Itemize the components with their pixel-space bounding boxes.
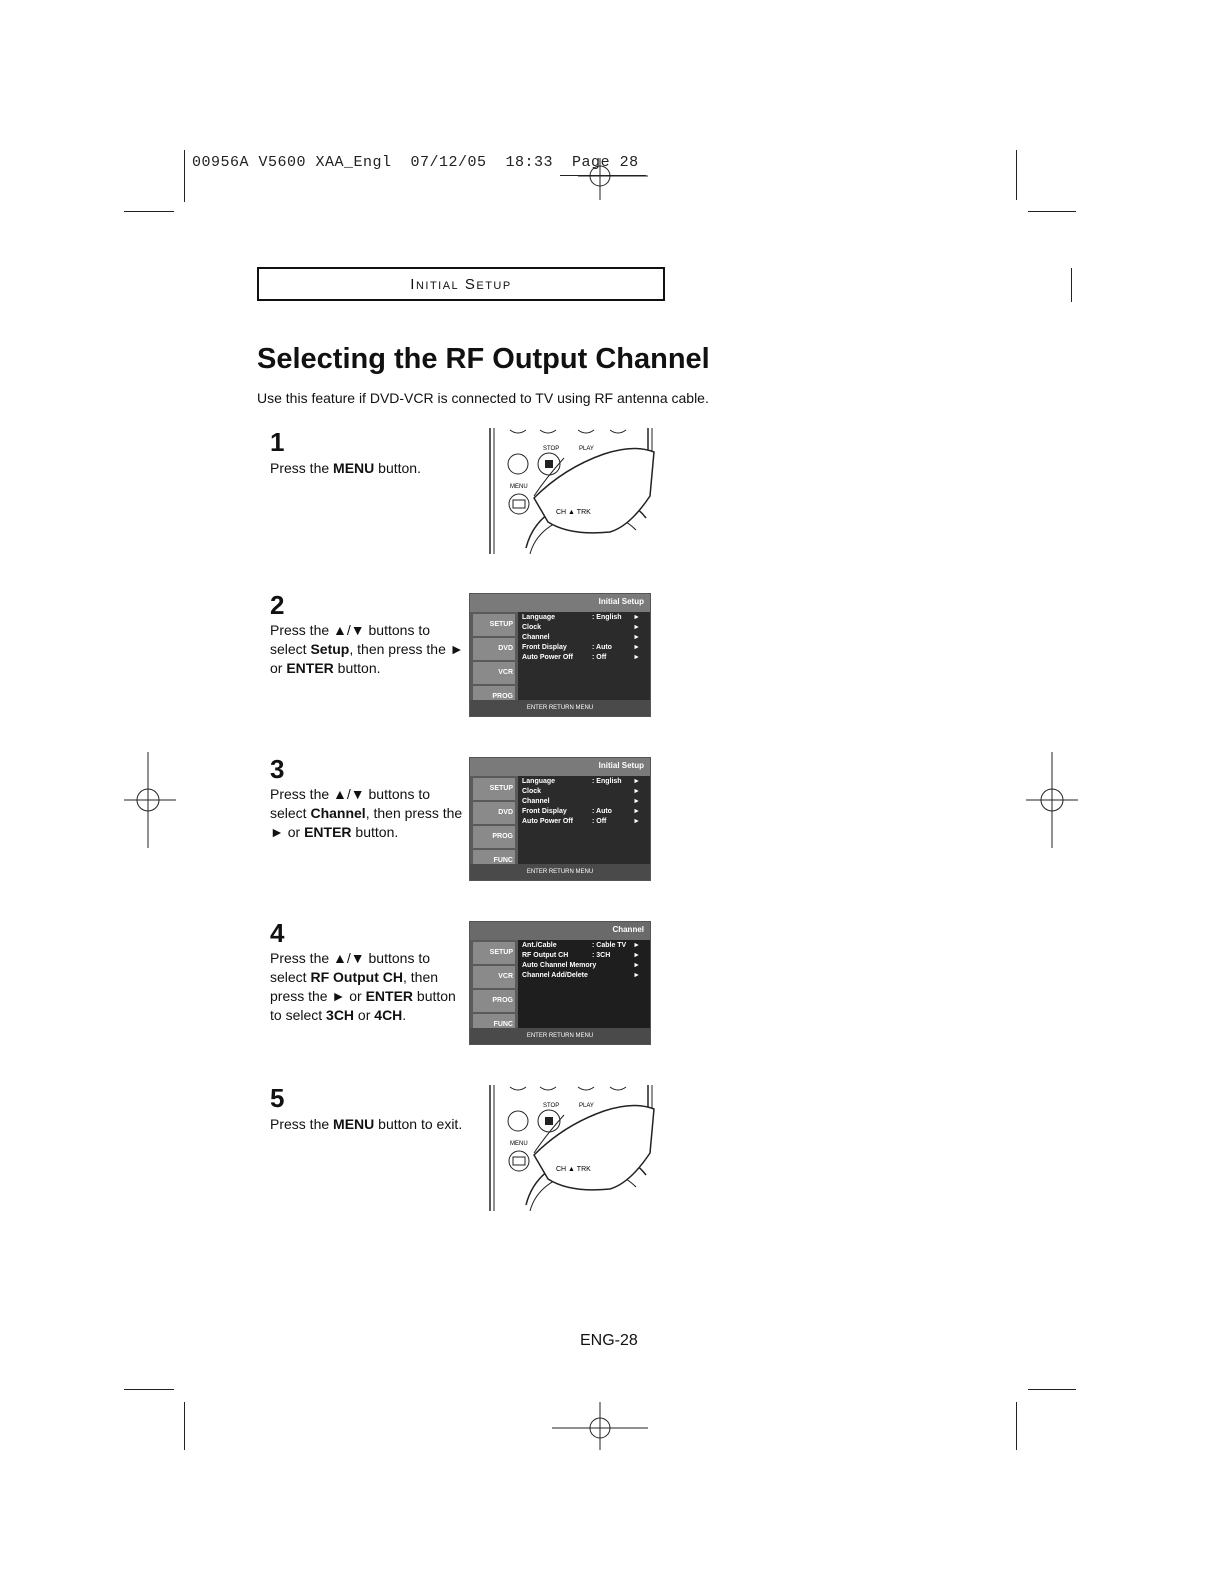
- osd-side-item: PROG: [473, 686, 515, 708]
- remote-illustration: [486, 1085, 656, 1211]
- arrow-right-icon: ►: [633, 798, 640, 805]
- osd-row: [522, 624, 646, 634]
- section-header-label: Initial Setup: [410, 276, 512, 293]
- menu-label: MENU: [510, 1141, 528, 1147]
- arrow-right-icon: ►: [633, 614, 640, 621]
- osd-channel: [469, 921, 651, 1045]
- osd-row-value: : Cable TV: [592, 942, 627, 949]
- osd-row: [522, 962, 646, 972]
- arrow-right-icon: ►: [633, 818, 640, 825]
- arrow-right-icon: ►: [633, 972, 640, 979]
- osd-title: Initial Setup: [598, 597, 644, 606]
- osd-side-item: DVD: [473, 638, 515, 660]
- step-text: Press the ▲/▼ buttons to select Channel, then press the ► or ENTER button.: [270, 786, 463, 840]
- crop-mark: [1016, 1402, 1017, 1450]
- osd-row: [522, 654, 646, 664]
- step-number: 5: [270, 1083, 285, 1113]
- intro-text: Use this feature if DVD-VCR is connected to TV using RF antenna cable.: [257, 390, 709, 406]
- registration-target-icon: [1026, 752, 1078, 848]
- osd-row: [522, 644, 646, 654]
- osd-row-label: Channel Add/Delete: [522, 972, 588, 979]
- osd-bottom-bar: ENTER RETURN MENU: [470, 1028, 650, 1044]
- osd-side-item: PROG: [473, 826, 515, 848]
- osd-initial-setup: [469, 757, 651, 881]
- crop-mark: [1071, 268, 1072, 302]
- osd-rows: [522, 778, 646, 828]
- arrow-right-icon: ►: [633, 788, 640, 795]
- osd-row: [522, 614, 646, 624]
- osd-row-value: : English: [592, 778, 622, 785]
- crop-mark: [124, 1389, 174, 1390]
- osd-rows: [522, 942, 646, 982]
- osd-row-value: : 3CH: [592, 952, 611, 959]
- osd-side-item: SETUP: [473, 614, 515, 636]
- osd-titlebar: [470, 594, 650, 612]
- osd-side-item: FUNC: [473, 1014, 515, 1036]
- ch-trk-label: CH ▲ TRK: [556, 509, 591, 516]
- osd-row-value: : Off: [592, 654, 607, 661]
- print-slug: 00956A V5600 XAA_Engl 07/12/05 18:33 Page 28: [192, 154, 639, 171]
- play-label: PLAY: [579, 446, 594, 452]
- page-number: ENG-28: [580, 1332, 638, 1349]
- osd-row-label: Language: [522, 778, 556, 785]
- crop-mark: [1028, 1389, 1076, 1390]
- osd-row: [522, 788, 646, 798]
- osd-row-label: Channel: [522, 634, 550, 641]
- step-number: 3: [270, 754, 285, 784]
- osd-row-label: Ant./Cable: [522, 942, 557, 949]
- arrow-right-icon: ►: [633, 634, 640, 641]
- remote-illustration: [486, 428, 656, 554]
- osd-row: [522, 818, 646, 828]
- section-header: [257, 267, 665, 301]
- osd-title: Initial Setup: [598, 761, 644, 770]
- osd-row: [522, 634, 646, 644]
- menu-label: MENU: [510, 484, 528, 490]
- arrow-right-icon: ►: [633, 952, 640, 959]
- crop-mark: [124, 211, 174, 212]
- step-number: 4: [270, 918, 285, 948]
- osd-row: [522, 972, 646, 982]
- arrow-right-icon: ►: [633, 942, 640, 949]
- osd-titlebar: [470, 758, 650, 776]
- slug-underline: [560, 175, 646, 176]
- arrow-right-icon: ►: [633, 644, 640, 651]
- osd-side-item: FUNC: [473, 850, 515, 872]
- osd-row-value: : Auto: [592, 644, 612, 651]
- remote-hand-icon: [486, 428, 656, 554]
- osd-side-item: VCR: [473, 966, 515, 988]
- osd-row-value: : Auto: [592, 808, 612, 815]
- osd-side-item: SETUP: [473, 942, 515, 964]
- arrow-right-icon: ►: [633, 778, 640, 785]
- registration-target-icon: [124, 752, 176, 848]
- osd-row: [522, 942, 646, 952]
- osd-row-label: Auto Channel Memory: [522, 962, 597, 969]
- step-text: Press the ▲/▼ buttons to select Setup, then press the ► or ENTER button.: [270, 622, 464, 676]
- remote-hand-icon: [486, 1085, 656, 1211]
- osd-row: [522, 798, 646, 808]
- crop-mark: [1016, 150, 1017, 200]
- step-text: Press the ▲/▼ buttons to select RF Output CH, then press the ► or ENTER button to select 3CH or 4CH.: [270, 950, 456, 1023]
- play-label: PLAY: [579, 1103, 594, 1109]
- osd-sidebar: [470, 612, 518, 700]
- stop-label: STOP: [543, 446, 560, 452]
- osd-sidebar: [470, 940, 518, 1028]
- page-title: Selecting the RF Output Channel: [257, 343, 710, 375]
- step-text: Press the MENU button to exit.: [270, 1116, 463, 1132]
- osd-row: [522, 952, 646, 962]
- step-number: 2: [270, 590, 285, 620]
- osd-row: [522, 778, 646, 788]
- osd-rows: [522, 614, 646, 664]
- osd-sidebar: [470, 776, 518, 864]
- osd-bottom-bar: ENTER RETURN MENU: [470, 700, 650, 716]
- osd-row-label: Front Display: [522, 644, 567, 651]
- osd-side-item: VCR: [473, 662, 515, 684]
- crop-mark: [184, 1402, 185, 1450]
- stop-label: STOP: [543, 1103, 560, 1109]
- crop-mark: [1028, 211, 1076, 212]
- step-number: 1: [270, 427, 285, 457]
- arrow-right-icon: ►: [633, 962, 640, 969]
- arrow-right-icon: ►: [633, 808, 640, 815]
- registration-target-icon: [552, 1402, 648, 1450]
- ch-trk-label: CH ▲ TRK: [556, 1166, 591, 1173]
- arrow-right-icon: ►: [633, 624, 640, 631]
- osd-initial-setup: [469, 593, 651, 717]
- osd-row-label: Auto Power Off: [522, 654, 573, 661]
- osd-row-label: RF Output CH: [522, 952, 569, 959]
- osd-titlebar: [470, 922, 650, 940]
- osd-side-item: DVD: [473, 802, 515, 824]
- arrow-right-icon: ►: [633, 654, 640, 661]
- osd-title: Channel: [612, 925, 644, 934]
- step-text: Press the MENU button.: [270, 460, 421, 476]
- osd-row-label: Language: [522, 614, 556, 621]
- osd-row-label: Front Display: [522, 808, 567, 815]
- osd-row: [522, 808, 646, 818]
- osd-row-value: : English: [592, 614, 622, 621]
- osd-side-item: SETUP: [473, 778, 515, 800]
- osd-row-label: Clock: [522, 788, 542, 795]
- crop-mark: [184, 150, 185, 202]
- osd-row-label: Clock: [522, 624, 542, 631]
- osd-bottom-bar: ENTER RETURN MENU: [470, 864, 650, 880]
- osd-row-label: Channel: [522, 798, 550, 805]
- osd-row-label: Auto Power Off: [522, 818, 573, 825]
- osd-side-item: PROG: [473, 990, 515, 1012]
- osd-row-value: : Off: [592, 818, 607, 825]
